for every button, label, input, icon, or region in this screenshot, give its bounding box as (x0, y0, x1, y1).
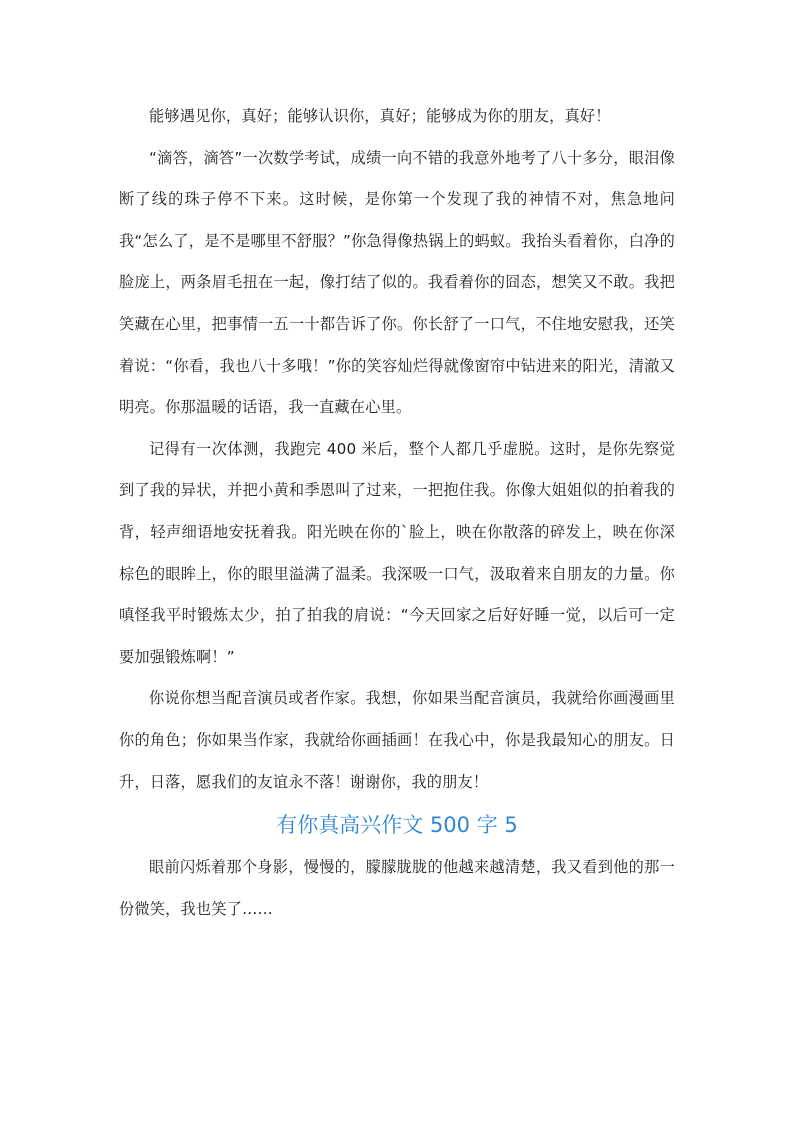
paragraph-math-exam: “滴答，滴答”一次数学考试，成绩一向不错的我意外地考了八十多分，眼泪像断了线的珠子停不下来。这时候，是你第一个发现了我的神情不对，焦急地问我“怎么了，是不是哪里不舒服？”你急得像热锅上的蚂蚁。我抬头看着你，白净的脸庞上，两条眉毛扭在一起，像打结了似的。我看着你的囧态，想笑又不敢。我把笑藏在心里，把事情一五一十都告诉了你。你长舒了一口气，不住地安慰我，还笑着说：“你看，我也八十多哦！”你的笑容灿烂得就像窗帘中钻进来的阳光，清澈又明亮。你那温暖的话语，我一直藏在心里。 (119, 148, 675, 417)
paragraph-intro: 能够遇见你，真好；能够认识你，真好；能够成为你的朋友，真好！ (149, 107, 611, 125)
paragraph-section-start: 眼前闪烁着那个身影，慢慢的，朦朦胧胧的他越来越清楚，我又看到他的那一份微笑，我也笑了…… (119, 858, 675, 918)
paragraph-dream: 你说你想当配音演员或者作家。我想，你如果当配音演员，我就给你画漫画里你的角色；你如果当作家，我就给你画插画！在我心中，你是我最知心的朋友。日升，日落，愿我们的友谊永不落！谢谢你，我的朋友！ (119, 689, 675, 791)
document-body (119, 96, 675, 930)
paragraph-fitness-test: 记得有一次体测，我跑完 400 米后，整个人都几乎虚脱。这时，是你先察觉到了我的异状，并把小黄和季恩叫了过来，一把抱住我。你像大姐姐似的拍着我的背，轻声细语地安抚着我。阳光映在你的`脸上，映在你散落的碎发上，映在你深棕色的眼眸上，你的眼里溢满了温柔。我深吸一口气，汲取着来自朋友的力量。你嗔怪我平时锻炼太少，拍了拍我的肩说：“今天回家之后好好睡一觉，以后可一定要加强锻炼啊！” (119, 439, 675, 666)
section-heading: 有你真高兴作文 500 字 5 (276, 813, 518, 838)
